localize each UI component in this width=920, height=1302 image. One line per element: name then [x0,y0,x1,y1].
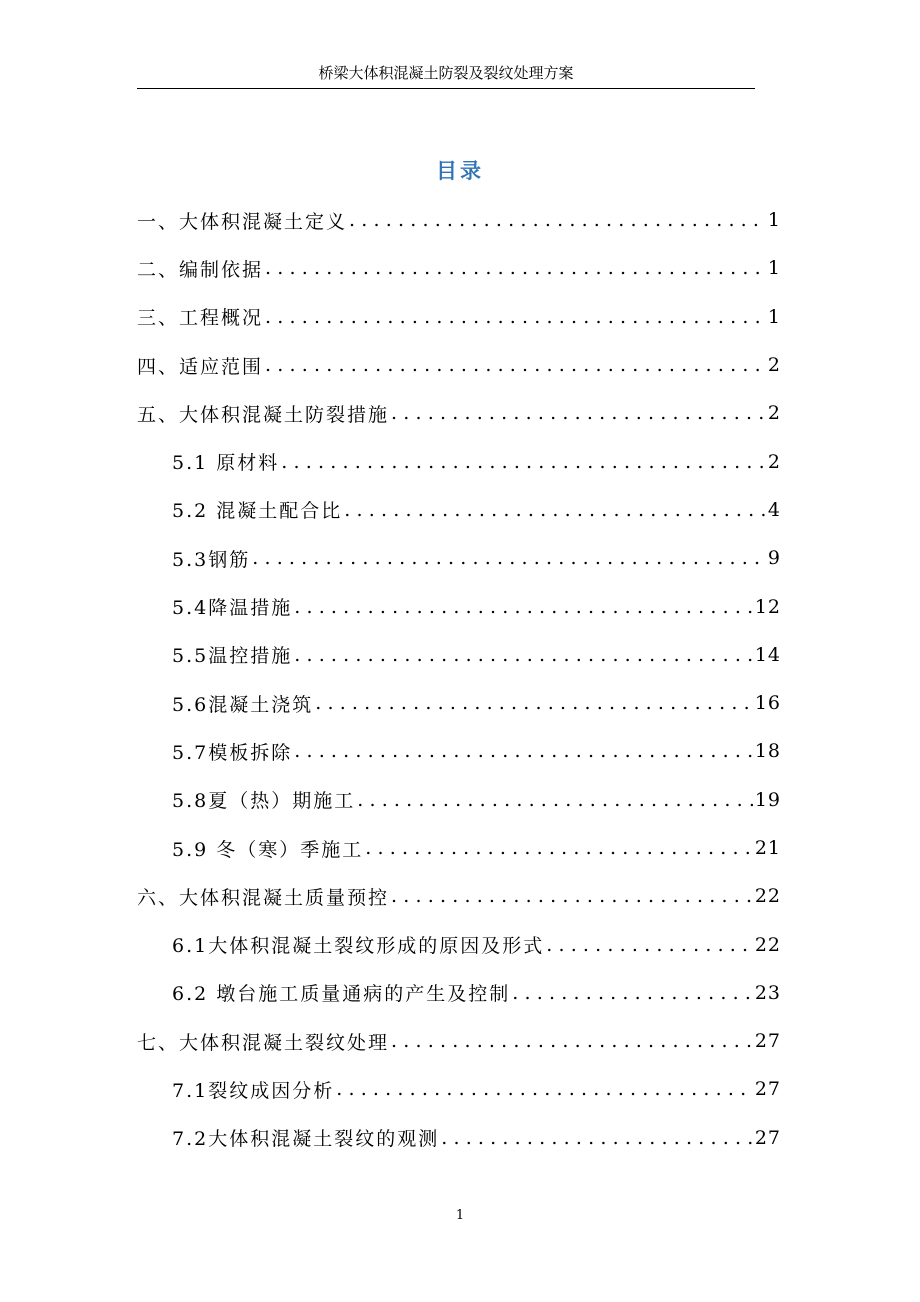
toc-leader-dots [265,257,766,279]
toc-entry-page: 19 [754,788,781,811]
toc-entry-page: 4 [767,498,781,521]
header-title: 桥梁大体积混凝土防裂及裂纹处理方案 [318,64,574,82]
toc-entry-page: 27 [754,1078,781,1101]
toc-entry-text: 五、大体积混凝土防裂措施 [137,400,389,427]
toc-leader-dots [349,209,766,231]
toc-entry[interactable] [137,1114,781,1162]
toc-entry-text: 四、适应范围 [137,352,263,379]
toc-entry[interactable] [137,727,781,775]
toc-entry-page: 18 [754,740,781,763]
toc-entry-text: 6.2 墩台施工质量通病的产生及控制 [172,979,510,1006]
page-header [137,62,755,89]
toc-leader-dots [294,740,753,762]
toc-entry[interactable] [137,341,781,389]
toc-leader-dots [391,885,753,907]
toc-entry-page: 1 [767,209,781,232]
toc-entry-text: 5.8夏（热）期施工 [172,786,355,813]
toc-entry-page: 2 [767,354,781,377]
toc-entry[interactable] [137,824,781,872]
table-of-contents [137,196,781,1162]
toc-entry[interactable] [137,1065,781,1113]
toc-entry[interactable] [137,920,781,968]
toc-entry[interactable] [137,437,781,485]
toc-entry-text: 5.3钢筋 [172,545,250,572]
toc-leader-dots [365,837,753,859]
toc-entry-text: 二、编制依据 [137,255,263,282]
toc-entry-page: 2 [767,402,781,425]
page-number: 1 [455,1208,465,1223]
toc-entry-text: 7.2大体积混凝土裂纹的观测 [172,1124,439,1151]
toc-leader-dots [294,644,753,666]
toc-entry-page: 9 [767,547,781,570]
toc-leader-dots [281,451,766,473]
toc-entry[interactable] [137,534,781,582]
toc-entry-text: 5.7模板拆除 [172,738,292,765]
toc-entry[interactable] [137,679,781,727]
toc-entry-page: 23 [754,981,781,1004]
toc-entry[interactable] [137,293,781,341]
toc-entry[interactable] [137,872,781,920]
toc-leader-dots [344,499,766,521]
toc-entry[interactable] [137,244,781,292]
toc-leader-dots [294,596,753,618]
toc-entry-text: 6.1大体积混凝土裂纹形成的原因及形式 [172,931,544,958]
toc-leader-dots [512,982,753,1004]
toc-title: 目录 [436,159,484,183]
toc-entry-page: 21 [754,837,781,859]
toc-entry-page: 1 [767,305,781,328]
toc-entry-text: 5.5温控措施 [172,641,292,668]
toc-entry-text: 三、工程概况 [137,303,263,330]
toc-entry-text: 5.2 混凝土配合比 [172,496,342,523]
toc-entry-text: 七、大体积混凝土裂纹处理 [137,1028,389,1055]
toc-leader-dots [441,1127,753,1149]
toc-leader-dots [391,402,766,424]
toc-leader-dots [265,306,766,328]
toc-entry-page: 16 [754,692,781,715]
toc-entry-text: 5.6混凝土浇筑 [172,690,313,717]
toc-entry-page: 22 [754,885,781,908]
toc-entry[interactable] [137,631,781,679]
toc-leader-dots [265,354,766,376]
toc-entry-page: 27 [754,1126,781,1149]
toc-entry-page: 12 [754,595,781,618]
toc-entry[interactable] [137,1017,781,1065]
toc-entry-text: 7.1裂纹成因分析 [172,1076,334,1103]
toc-entry-page: 1 [767,257,781,280]
toc-entry-text: 六、大体积混凝土质量预控 [137,883,389,910]
toc-leader-dots [336,1078,753,1100]
toc-entry[interactable] [137,776,781,824]
toc-leader-dots [546,934,753,956]
toc-leader-dots [357,789,753,811]
toc-entry[interactable] [137,969,781,1017]
toc-entry[interactable] [137,486,781,534]
toc-entry[interactable] [137,582,781,630]
toc-entry-text: 一、大体积混凝土定义 [137,207,347,234]
toc-entry-page: 22 [754,933,781,956]
toc-entry[interactable] [137,389,781,437]
toc-entry-text: 5.4降温措施 [172,593,292,620]
toc-leader-dots [391,1030,753,1052]
toc-leader-dots [252,547,766,569]
toc-entry-page: 2 [767,450,781,473]
toc-entry-page: 27 [754,1030,781,1053]
toc-entry-page: 14 [754,643,781,666]
toc-entry-text: 5.9 冬（寒）季施工 [172,835,363,862]
toc-leader-dots [315,692,753,714]
toc-entry-text: 5.1 原材料 [172,448,279,475]
toc-entry[interactable] [137,196,781,244]
